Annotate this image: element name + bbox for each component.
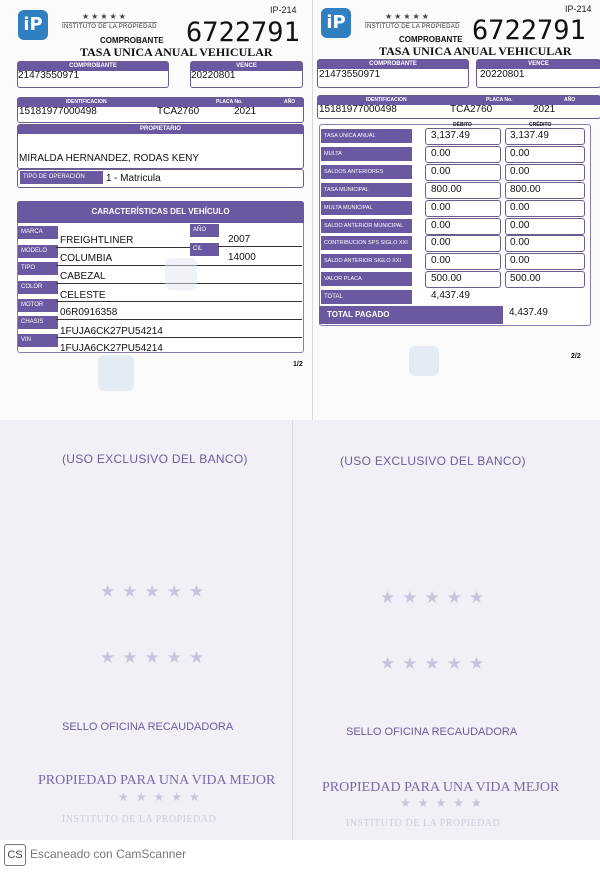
tipo-operacion-value: - Matricula [114,173,161,184]
debito-cell [425,218,501,235]
vehicle-anio-value: 2007 [228,234,251,245]
debito-value: 800.00 [431,183,462,195]
identificacion-label: IDENTIFICACION [366,97,407,103]
credito-cell [505,146,585,163]
receipt-sheet [0,0,600,420]
credito-value: 0.00 [510,147,530,159]
camscanner-text: Escaneado con CamScanner [30,847,187,861]
stars-watermark: ★★★★★ [118,790,207,804]
identificacion-box [17,97,304,123]
sello-left: SELLO OFICINA RECAUDADORA [62,721,234,733]
rule-line [56,247,190,248]
propietario-value: MIRALDA HERNANDEZ, RODAS KENY [19,153,200,164]
fold-line [292,420,293,840]
debito-cell [425,200,501,217]
total-label: TOTAL [321,290,412,304]
debito-value: 0.00 [431,237,451,249]
comprobante-box [17,61,169,88]
placa-value: TCA2760 [450,104,493,115]
charge-label: MULTA [321,147,412,161]
credito-cell [505,235,585,252]
comprobante-label: COMPROBANTE [18,62,168,71]
total-value: 4,437.49 [431,290,470,301]
institute-watermark-left: INSTITUTO DE LA PROPIEDAD [62,814,217,825]
anio-value: 2021 [234,106,257,117]
slogan-left: PROPIEDAD PARA UNA VIDA MEJOR [38,773,276,788]
debito-cell [425,235,501,252]
credito-label: CRÉDITO [529,122,552,128]
credito-cell [505,253,585,270]
stars-watermark: ★★★★★ [100,582,212,601]
camscanner-logo: CS [4,844,26,866]
institute-name: INSTITUTO DE LA PROPIEDAD [365,24,460,30]
stars: ★★★★★ [82,12,128,21]
comprobante-value: 21473550971 [319,69,381,80]
credito-value: 0.00 [510,219,530,231]
cil-label: CIL [190,243,219,256]
anio-label: AÑO [564,97,576,103]
charge-label: VALOR PLACA [321,272,412,286]
ip-watermark-icon [409,346,439,376]
rule-line [218,246,302,247]
tipo-operacion-num: 1 [106,173,112,184]
credito-cell [505,200,585,217]
credito-cell [505,164,585,181]
stars-watermark: ★★★★★ [380,588,492,607]
stars: ★★★★★ [385,12,431,21]
tipo-operacion-label: TIPO DE OPERACIÓN [20,171,103,184]
credito-cell [505,128,585,145]
credito-cell [505,271,585,288]
vence-box [476,59,600,88]
rule-line [56,301,302,302]
debito-cell [425,182,501,199]
debito-cell [425,164,501,181]
identificacion-value: 15181977000498 [19,106,97,117]
charge-label: SALDOS ANTERIORES [321,165,412,179]
charge-label: CONTRIBUCION SPS SIGLO XXI [321,236,412,250]
vehicle-section-title: CARACTERÍSTICAS DEL VEHÍCULO [17,201,304,223]
receipt-right-panel [313,0,600,420]
comprobante-box [317,59,469,88]
vehicle-anio-label: AÑO [190,224,219,237]
tipo-value: CABEZAL [60,271,106,282]
stars-watermark: ★★★★★ [380,654,492,673]
debito-value: 500.00 [431,273,462,285]
credito-value: 3,137.49 [510,130,549,141]
debito-label: DÉBITO [453,122,472,128]
comprobante-title: COMPROBANTE [399,35,463,44]
rule-line [56,337,302,338]
tasa-title: TASA UNICA ANUAL VEHICULAR [379,44,572,58]
debito-value: 3,137.49 [431,130,470,141]
ip-logo: iP [321,8,351,38]
document-number: 6722791 [472,15,586,46]
ip-watermark-icon [165,258,197,290]
credito-value: 0.00 [510,237,530,249]
stars-watermark: ★★★★★ [400,796,489,810]
total-pagado-value: 4,437.49 [509,307,548,318]
color-value: CELESTE [60,290,106,301]
credito-value: 0.00 [510,165,530,177]
slogan-right: PROPIEDAD PARA UNA VIDA MEJOR [322,780,560,795]
placa-value: TCA2760 [157,106,200,117]
credito-value: 500.00 [510,273,541,285]
charge-label: TASA UNICA ANUAL [321,129,412,143]
bank-use-sheet [0,420,600,840]
credito-value: 800.00 [510,183,541,195]
form-code: IP-214 [270,5,297,15]
motor-value: 06R0916358 [60,307,118,318]
charge-label: TASA MUNICIPAL [321,183,412,197]
bank-exclusive-left: (USO EXCLUSIVO DEL BANCO) [62,452,248,466]
marca-value: FREIGHTLINER [60,235,134,246]
page-number-left: 1/2 [293,361,303,368]
charge-label: SALDO ANTERIOR SIGLO XXI [321,254,412,268]
ip-watermark-icon [98,355,134,391]
placa-label: PLACA No. [216,99,243,105]
chasis-label: CHASIS [18,316,58,329]
charge-label: SALDO ANTERIOR MUNICIPAL [321,219,412,233]
tipo-operacion-box [17,169,304,188]
anio-label: AÑO [284,99,296,105]
color-label: COLOR [18,281,58,294]
debito-value: 0.00 [431,219,451,231]
debito-value: 0.00 [431,255,451,267]
sello-right: SELLO OFICINA RECAUDADORA [346,726,518,738]
total-pagado-label: TOTAL PAGADO [327,310,390,319]
vence-value: 20220801 [480,69,525,80]
debito-cell [425,128,501,145]
bank-exclusive-right: (USO EXCLUSIVO DEL BANCO) [340,454,526,468]
tasa-title: TASA UNICA ANUAL VEHICULAR [80,45,273,59]
comprobante-label: COMPROBANTE [318,60,468,69]
identificacion-label: IDENTIFICACION [66,99,107,105]
modelo-value: COLUMBIA [60,253,113,264]
credito-value: 0.00 [510,255,530,267]
document-number: 6722791 [186,17,300,48]
modelo-label: MODELO [18,245,58,258]
cil-value: 14000 [228,252,256,263]
chasis-value: 1FUJA6CK27PU54214 [60,326,163,337]
debito-value: 0.00 [431,201,451,213]
rule-line [56,319,302,320]
vin-value: 1FUJA6CK27PU54214 [60,343,163,354]
debito-cell [425,253,501,270]
comprobante-title: COMPROBANTE [100,36,164,45]
receipt-left-panel [0,0,312,420]
institute-name: INSTITUTO DE LA PROPIEDAD [62,24,157,30]
ip-logo: iP [18,10,48,40]
tipo-label: TIPO [18,262,58,275]
identificacion-box [317,95,600,119]
vence-box [190,61,303,88]
anio-value: 2021 [533,104,556,115]
credito-value: 0.00 [510,201,530,213]
institute-watermark-right: INSTITUTO DE LA PROPIEDAD [346,818,501,829]
credito-cell [505,218,585,235]
debito-value: 0.00 [431,147,451,159]
debito-cell [425,271,501,288]
comprobante-value: 21473550971 [18,70,80,81]
stars-watermark: ★★★★★ [100,648,212,667]
vin-label: VIN [18,334,58,347]
propietario-box [17,124,304,169]
propietario-label: PROPIETARIO [18,125,303,134]
vence-label: VENCE [191,62,302,71]
form-code: IP-214 [565,4,592,14]
debito-value: 0.00 [431,165,451,177]
placa-label: PLACA No. [486,97,513,103]
page-number-right: 2/2 [571,353,581,360]
motor-label: MOTOR [18,299,58,312]
credito-cell [505,182,585,199]
vence-value: 20220801 [191,70,236,81]
identificacion-value: 15181977000498 [319,104,397,115]
vence-label: VENCE [477,60,600,69]
charge-label: MULTA MUNICIPAL [321,201,412,215]
marca-label: MARCA [18,226,58,239]
debito-cell [425,146,501,163]
